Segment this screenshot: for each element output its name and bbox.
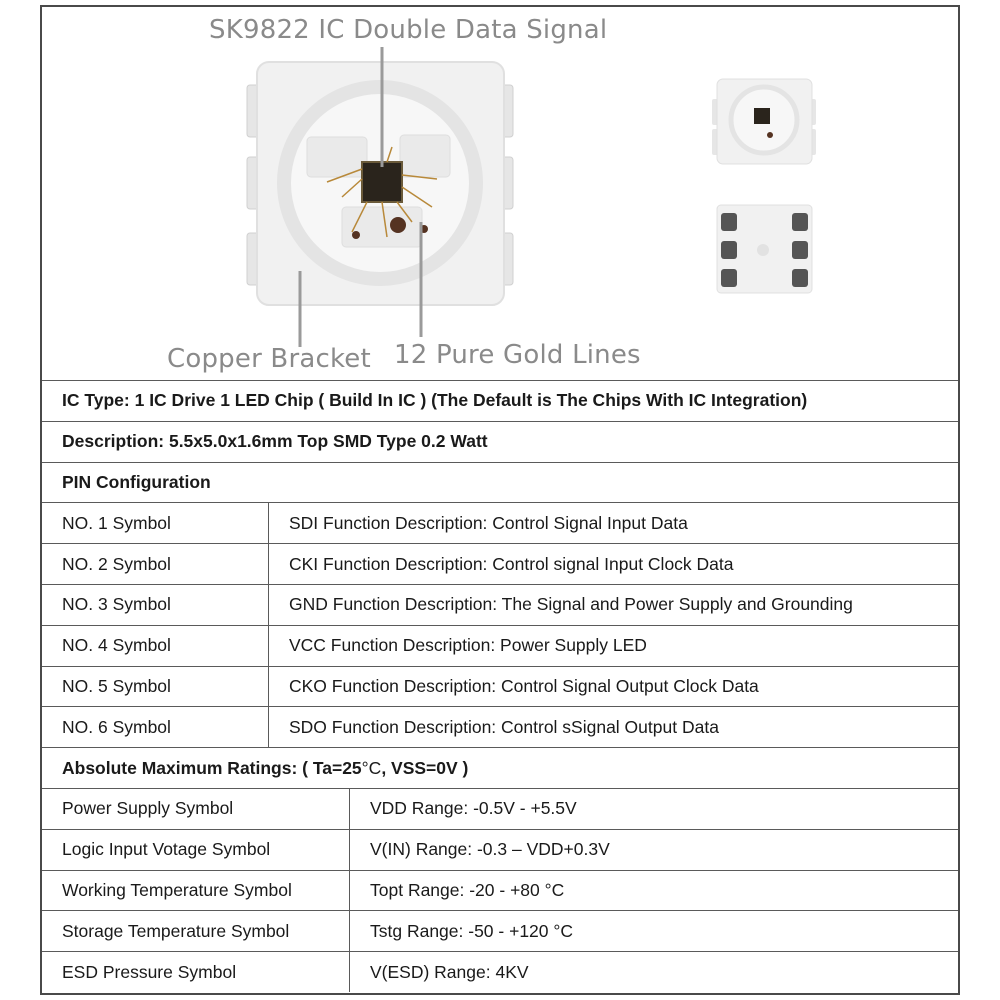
ic-type-text: IC Type: 1 IC Drive 1 LED Chip ( Build In IC ) (The Default is The Chips With IC Integration) (62, 390, 808, 411)
rating-value: Tstg Range: -50 - +120 °C (370, 920, 574, 941)
rating-row (42, 829, 958, 870)
rating-name: Working Temperature Symbol (42, 871, 350, 911)
pin-row (42, 666, 958, 707)
ratings-title (42, 748, 468, 788)
spec-sheet (40, 5, 960, 995)
rating-row (42, 910, 958, 951)
pin-row (42, 706, 958, 747)
pin-row (42, 543, 958, 584)
pin-config-header (42, 462, 958, 503)
ratings-header (42, 747, 958, 788)
rating-name: ESD Pressure Symbol (42, 952, 350, 992)
small-bottom-view (717, 205, 812, 293)
rating-name: Logic Input Votage Symbol (42, 830, 350, 870)
pin-number: NO. 4 Symbol (42, 626, 269, 666)
pin-config-title: PIN Configuration (62, 471, 211, 492)
pin-description: VCC Function Description: Power Supply LED (289, 635, 647, 656)
rating-value: V(ESD) Range: 4KV (370, 961, 529, 982)
description-text: Description: 5.5x5.0x1.6mm Top SMD Type 0.2 Watt (62, 431, 488, 452)
pin-description: GND Function Description: The Signal and Power Supply and Grounding (289, 594, 853, 615)
pin-number: NO. 6 Symbol (42, 707, 269, 747)
ic-die (362, 162, 402, 202)
pin-number: NO. 5 Symbol (42, 667, 269, 707)
spec-table (42, 380, 958, 992)
rating-value: VDD Range: -0.5V - +5.5V (370, 798, 577, 819)
pin-number: NO. 1 Symbol (42, 503, 269, 543)
description-row (42, 421, 958, 462)
pin-row (42, 584, 958, 625)
rating-row (42, 951, 958, 992)
ratings-title-unit: °C (361, 757, 382, 778)
product-figure (42, 7, 958, 380)
rating-value: V(IN) Range: -0.3 – VDD+0.3V (370, 839, 610, 860)
pin-row (42, 625, 958, 666)
label-gold-lines: 12 Pure Gold Lines (394, 340, 641, 370)
pin-description: CKO Function Description: Control Signal Output Clock Data (289, 675, 759, 696)
led-chip-illustration (42, 7, 958, 380)
rating-name: Power Supply Symbol (42, 789, 350, 829)
ratings-title-prefix: Absolute Maximum Ratings: ( Ta=25 (62, 757, 362, 778)
pin-description: SDI Function Description: Control Signal Input Data (289, 512, 688, 533)
pin-number: NO. 2 Symbol (42, 544, 269, 584)
pin-description: CKI Function Description: Control signal Input Clock Data (289, 553, 734, 574)
pin-row (42, 502, 958, 543)
ratings-title-suffix: , VSS=0V ) (381, 757, 469, 778)
small-top-view (712, 79, 816, 164)
label-copper-bracket: Copper Bracket (167, 344, 371, 374)
ic-type-row (42, 380, 958, 421)
label-ic-signal: SK9822 IC Double Data Signal (209, 15, 608, 45)
rating-value: Topt Range: -20 - +80 °C (370, 879, 565, 900)
pin-number: NO. 3 Symbol (42, 585, 269, 625)
rating-row (42, 870, 958, 911)
rating-row (42, 788, 958, 829)
rating-name: Storage Temperature Symbol (42, 911, 350, 951)
pin-description: SDO Function Description: Control sSignal Output Data (289, 716, 719, 737)
